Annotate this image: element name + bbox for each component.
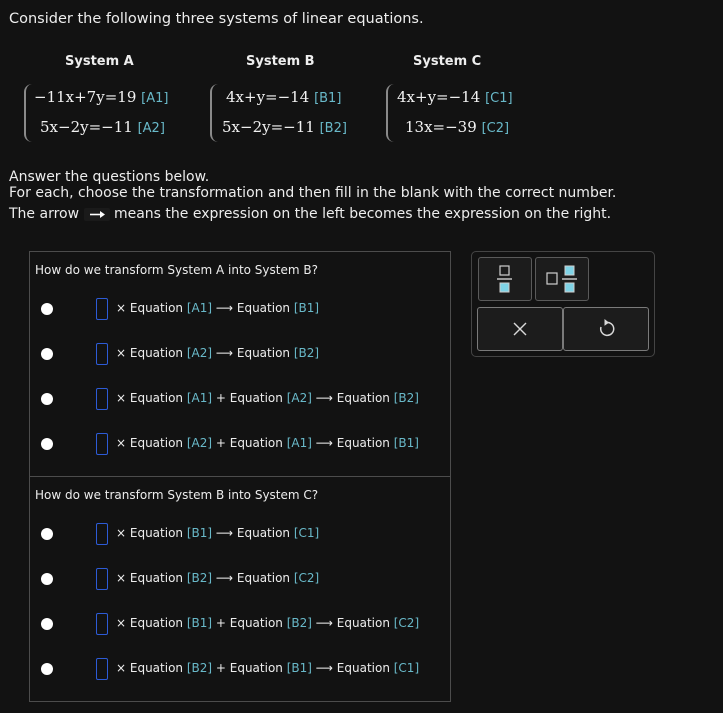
answer-option-text: × Equation [A1] + Equation [A2] ⟶ Equation [B2] bbox=[116, 391, 419, 405]
coefficient-blank-input[interactable] bbox=[96, 298, 108, 320]
coefficient-blank-input[interactable] bbox=[96, 613, 108, 635]
clear-button[interactable] bbox=[477, 307, 563, 351]
system-a-brace bbox=[24, 84, 33, 142]
question-divider bbox=[29, 476, 450, 477]
answer-radio[interactable] bbox=[41, 528, 53, 540]
answer-option-text: × Equation [B2] ⟶ Equation [C2] bbox=[116, 571, 320, 585]
answer-option-text: × Equation [A1] ⟶ Equation [B1] bbox=[116, 301, 320, 315]
coefficient-blank-input[interactable] bbox=[96, 568, 108, 590]
mixed-number-icon bbox=[536, 258, 588, 300]
undo-button[interactable] bbox=[563, 307, 649, 351]
instruction-line-3: The arrow means the expression on the left becomes the expression on the right. bbox=[9, 206, 612, 222]
answer-radio[interactable] bbox=[41, 663, 53, 675]
question-1-prompt: How do we transform System A into System B? bbox=[35, 263, 318, 277]
coefficient-blank-input[interactable] bbox=[96, 523, 108, 545]
intro-text: Consider the following three systems of linear equations. bbox=[9, 11, 424, 27]
instruction-line-2: For each, choose the transformation and then fill in the blank with the correct number. bbox=[9, 185, 617, 201]
coefficient-blank-input[interactable] bbox=[96, 658, 108, 680]
answer-radio[interactable] bbox=[41, 573, 53, 585]
system-c-brace bbox=[386, 84, 395, 142]
question-2-prompt: How do we transform System B into System C? bbox=[35, 488, 319, 502]
fraction-icon bbox=[479, 258, 531, 300]
system-c-title: System C bbox=[413, 54, 482, 69]
answer-radio[interactable] bbox=[41, 618, 53, 630]
system-b-brace bbox=[210, 84, 219, 142]
answer-radio[interactable] bbox=[41, 438, 53, 450]
instruction-line-1: Answer the questions below. bbox=[9, 169, 210, 185]
equation-a1: −11x+7y=19 [A1] bbox=[34, 88, 169, 106]
answer-option-text: × Equation [A2] + Equation [A1] ⟶ Equation [B1] bbox=[116, 436, 419, 450]
coefficient-blank-input[interactable] bbox=[96, 433, 108, 455]
answer-option-text: × Equation [A2] ⟶ Equation [B2] bbox=[116, 346, 320, 360]
equation-c2: 13x=−39 [C2] bbox=[405, 118, 510, 136]
fraction-button[interactable] bbox=[478, 257, 532, 301]
equation-b1: 4x+y=−14 [B1] bbox=[226, 88, 342, 106]
coefficient-blank-input[interactable] bbox=[96, 343, 108, 365]
undo-icon bbox=[564, 308, 648, 350]
coefficient-blank-input[interactable] bbox=[96, 388, 108, 410]
mixed-number-button[interactable] bbox=[535, 257, 589, 301]
equation-b2: 5x−2y=−11 [B2] bbox=[222, 118, 347, 136]
answer-radio[interactable] bbox=[41, 393, 53, 405]
system-b-title: System B bbox=[246, 54, 315, 69]
answer-option-text: × Equation [B2] + Equation [B1] ⟶ Equation [C1] bbox=[116, 661, 420, 675]
system-a-title: System A bbox=[65, 54, 134, 69]
clear-icon bbox=[478, 308, 562, 350]
answer-radio[interactable] bbox=[41, 303, 53, 315]
answer-option-text: × Equation [B1] ⟶ Equation [C1] bbox=[116, 526, 320, 540]
arrow-icon bbox=[84, 208, 110, 221]
equation-a2: 5x−2y=−11 [A2] bbox=[40, 118, 165, 136]
answer-radio[interactable] bbox=[41, 348, 53, 360]
answer-option-text: × Equation [B1] + Equation [B2] ⟶ Equation [C2] bbox=[116, 616, 420, 630]
equation-c1: 4x+y=−14 [C1] bbox=[397, 88, 513, 106]
